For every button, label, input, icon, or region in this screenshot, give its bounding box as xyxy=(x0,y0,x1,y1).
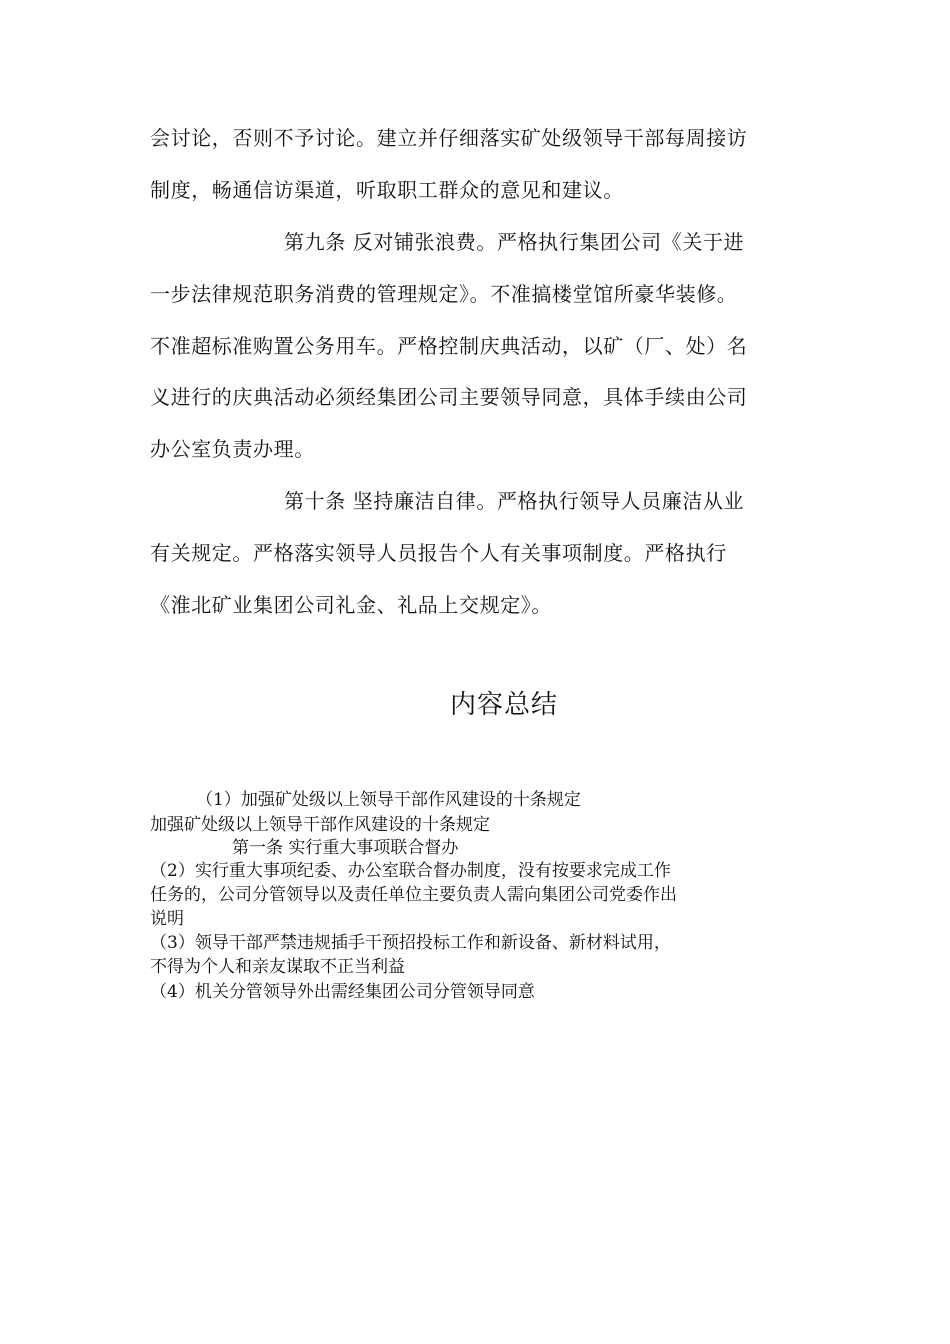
body-paragraph-line: 制度，畅通信访渠道，听取职工群众的意见和建议。 xyxy=(150,178,624,202)
body-paragraph-line: 一步法律规范职务消费的管理规定》。不准搞楼堂馆所豪华装修。 xyxy=(150,282,738,306)
summary-line: （1）加强矿处级以上领导干部作风建设的十条规定 xyxy=(196,790,581,810)
body-paragraph-line: 《淮北矿业集团公司礼金、礼品上交规定》。 xyxy=(150,593,552,617)
summary-line: 第一条 实行重大事项联合督办 xyxy=(232,838,459,858)
summary-line: 说明 xyxy=(150,909,184,929)
summary-line: 加强矿处级以上领导干部作风建设的十条规定 xyxy=(150,815,490,835)
body-paragraph-line: 不准超标准购置公务用车。严格控制庆典活动，以矿（厂、处）名 xyxy=(150,334,748,358)
summary-line: （4）机关分管领导外出需经集团公司分管领导同意 xyxy=(150,982,535,1002)
article-ten-heading-line: 第十条 坚持廉洁自律。严格执行领导人员廉洁从业 xyxy=(284,489,745,513)
summary-line: 不得为个人和亲友谋取不正当利益 xyxy=(150,957,405,977)
body-paragraph-line: 办公室负责办理。 xyxy=(150,437,315,461)
summary-line: （3）领导干部严禁违规插手干预招投标工作和新设备、新材料试用， xyxy=(150,933,671,953)
body-paragraph-line: 有关规定。严格落实领导人员报告个人有关事项制度。严格执行 xyxy=(150,541,727,565)
article-nine-heading-line: 第九条 反对铺张浪费。严格执行集团公司《关于进 xyxy=(284,230,745,254)
body-paragraph-line: 义进行的庆典活动必须经集团公司主要领导同意，具体手续由公司 xyxy=(150,385,748,409)
summary-title: 内容总结 xyxy=(449,690,558,720)
summary-line: （2）实行重大事项纪委、办公室联合督办制度，没有按要求完成工作 xyxy=(150,861,671,881)
summary-line: 任务的，公司分管领导以及责任单位主要负责人需向集团公司党委作出 xyxy=(150,885,677,905)
body-paragraph-line: 会讨论，否则不予讨论。建立并仔细落实矿处级领导干部每周接访 xyxy=(150,126,748,150)
